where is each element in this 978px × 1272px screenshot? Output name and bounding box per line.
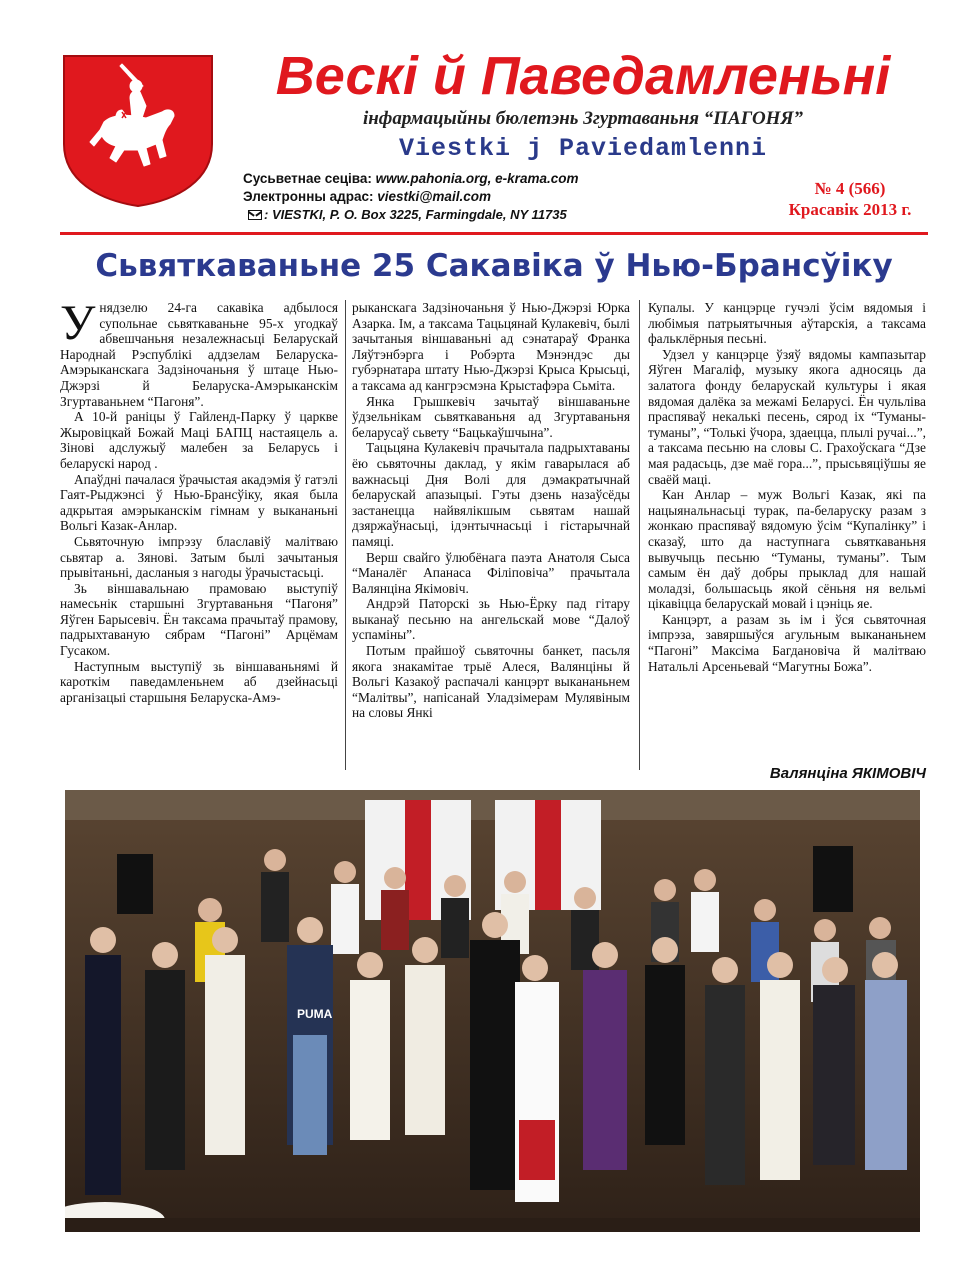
article-paragraph: Унядзелю 24-га сакавіка адбылося супольнае сьвяткаваньне 95-х угодкаў абвешчаньня незалежнасьці Беларускай Народнай Рэспублікі аддзелам Беларуска-Амэрыканскага Задзіночаньня ў штаце Нью-Джэрзі й Беларуска-Амэрыканскім Згуртаваньнем “Пагоня”. — [60, 294, 338, 409]
article-paragraph: Янка Грышкевіч зачытаў віншаваньне ўдзельнікам сьвяткаваньня ад Згуртаваньня беларусаў сьвету “Бацькаўшчына”. — [352, 393, 630, 440]
article-column-2 — [352, 300, 630, 721]
newspaper-title: Вескі й Паведамленьні — [275, 46, 891, 106]
article-paragraph: Удзел у канцэрце ўзяў вядомы кампазытар Яўген Магаліф, музыку якога адносяць да залатога фонду беларускай культуры і якая вядомая далёка за межамі Беларусі. Ён чульліва праспяваў некалькі песень, сярод іх “Туманы-туманы”, “Толькі ўчора, здаецца, плылі ручаі...”, а таксама песьню на словы С. Грахоўскага “Дзе мая радасьць, дзе маё гора...”, прысьвяціўшы яе сваёй маці. — [648, 346, 926, 487]
column-divider — [345, 300, 346, 770]
group-photo — [65, 790, 920, 1232]
article-paragraph: Андрэй Паторскі зь Нью-Ёрку пад гітару выканаў песьню на ангельскай мове “Далоў успаміны”. — [352, 596, 630, 643]
article-paragraph: Зь віншавальнаю прамоваю выступіў намесьнік старшыні Згуртаваньня “Пагоня” Яўген Барысевіч. Ён таксама прачытаў прамову, падрыхтаваную сябрам “Пагоні” Арцёмам Гусаком. — [60, 580, 338, 659]
web-links[interactable]: www.pahonia.org, e-krama.com — [375, 171, 579, 186]
article-paragraph: А 10-й раніцы ў Гайленд-Парку ў царкве Жыровіцкай Божай Маці БАПЦ настаяцель а. Зінові адслужыў малебен за Беларусь і беларускі народ . — [60, 409, 338, 471]
article-paragraph: Потым прайшоў сьвяточны банкет, пасьля якога знакамітае трыё Алеся, Валянціны й Вольгі Казакоў распачалі канцэрт выкананьнем “Малітвы”, напісанай Уладзімерам Мулявіным на словы Янкі — [352, 643, 630, 721]
article-paragraph: Тацьцяна Кулакевіч прачытала падрыхтаваны ёю сьвяточны даклад, у якім гаварылася аб важнасьці Дня Волі для дэмакратычнай беларускай апазыцыі. Гэты дзень назаўсёды застанецца найвялікшым сьвятам нашай дзяржаўнасьці, ідэнтычнасьці і гістарычнай памяці. — [352, 440, 630, 549]
article-byline: Валянціна ЯКІМОВІЧ — [769, 765, 926, 782]
envelope-icon — [248, 210, 262, 220]
newspaper-subtitle: інфармацыйны бюлетэнь Згуртаваньня “ПАГОНЯ” — [362, 108, 804, 129]
article-body — [60, 294, 926, 765]
article-column-1 — [60, 294, 338, 705]
issue-number: № 4 (566) — [814, 179, 886, 198]
masthead-divider — [60, 232, 928, 235]
pahonia-coat-of-arms-logo — [60, 52, 216, 208]
newspaper-latin-title: Viestki j Paviedamlenni — [398, 134, 768, 163]
drop-cap: У — [60, 294, 96, 350]
article-paragraph: Верш свайго ўлюбёнага паэта Анатоля Сыса “Маналёг Апанаса Філіповіча” прачытала Валянціна Якімовіч. — [352, 549, 630, 596]
contacts-block — [243, 170, 578, 224]
issue-info — [770, 178, 930, 220]
mail-contact-line — [243, 206, 578, 224]
article-paragraph: рыканскага Задзіночаньня ў Нью-Джэрзі Юрка Азарка. Ім, а таксама Тацьцянай Кулакевіч, былі зачытаныя віншаваньні ад сэнатараў Франка Ляўтэнбэрга і Робэрта Мэнэндэс ды губэрнатара штату Нью-Джэрзі Крыса Крысьці, а таксама ад кангрэсмэна Крыстафэра Сьміта. — [352, 300, 630, 393]
article-headline: Сьвяткаваньне 25 Сакавіка ў Нью-Брансўіку — [95, 248, 893, 284]
mail-address: : VIESTKI, P. O. Box 3225, Farmingdale, NY 11735 — [264, 207, 567, 222]
article-paragraph: Канцэрт, а разам зь ім і ўся сьвяточная імпрэза, завяршыўся агульным выкананьнем “Пагоні” Максіма Багдановіча й малітваю Натальлі Арсеньевай “Магутны Божа”. — [648, 611, 926, 674]
article-column-3 — [648, 300, 926, 674]
email-contact-line — [243, 188, 578, 206]
web-contact-line — [243, 170, 578, 188]
email-label: Электронны адрас: — [243, 189, 374, 204]
article-paragraph: Сьвяточную імпрэзу блаславіў малітваю сьвятар а. Зянові. Затым былі зачытаныя прывітаньні, дасланыя з нагоды ўрачыстасьці. — [60, 533, 338, 581]
email-link[interactable]: viestki@mail.com — [377, 189, 491, 204]
puma-shirt-text: PUMA — [297, 1007, 333, 1021]
article-paragraph: Купалы. У канцэрце гучэлі ўсім вядомыя і любімыя патрыятычныя аўтарскія, а таксама фальклёрныя песьні. — [648, 300, 926, 347]
article-paragraph: Апаўдні пачалася ўрачыстая акадэмія ў гатэлі Гаят-Рыджэнсі ў Нью-Брансўіку, якая была адкрытая амэрыканскім гімнам у выкананьні Вольгі Казак-Анлар. — [60, 471, 338, 534]
column-divider — [639, 300, 640, 770]
issue-date: Красавік 2013 г. — [788, 200, 912, 219]
article-paragraph: Кан Анлар – муж Вольгі Казак, які па нацыянальнасьці турак, па-беларуску разам з жонкаю праспяваў вядомую ўсім “Купалінку” і сказаў, што да наступнага сьвяткаваньня вывучыць песьню “Туманы, туманы”. Тым самым ён даў добры прыклад для нашай моладзі, большасьць якой сёньня ня вельмі цікавіцца беларускай мовай і цэніць яе. — [648, 487, 926, 612]
web-label: Сусьветнае сеціва: — [243, 171, 372, 186]
group-photo-illustration — [65, 790, 920, 1232]
article-paragraph: Наступным выступіў зь віншаваньнямі й кароткім паведамленьнем аб дзейнасьці арганізацыі старшыня Беларуска-Амэ- — [60, 658, 338, 705]
